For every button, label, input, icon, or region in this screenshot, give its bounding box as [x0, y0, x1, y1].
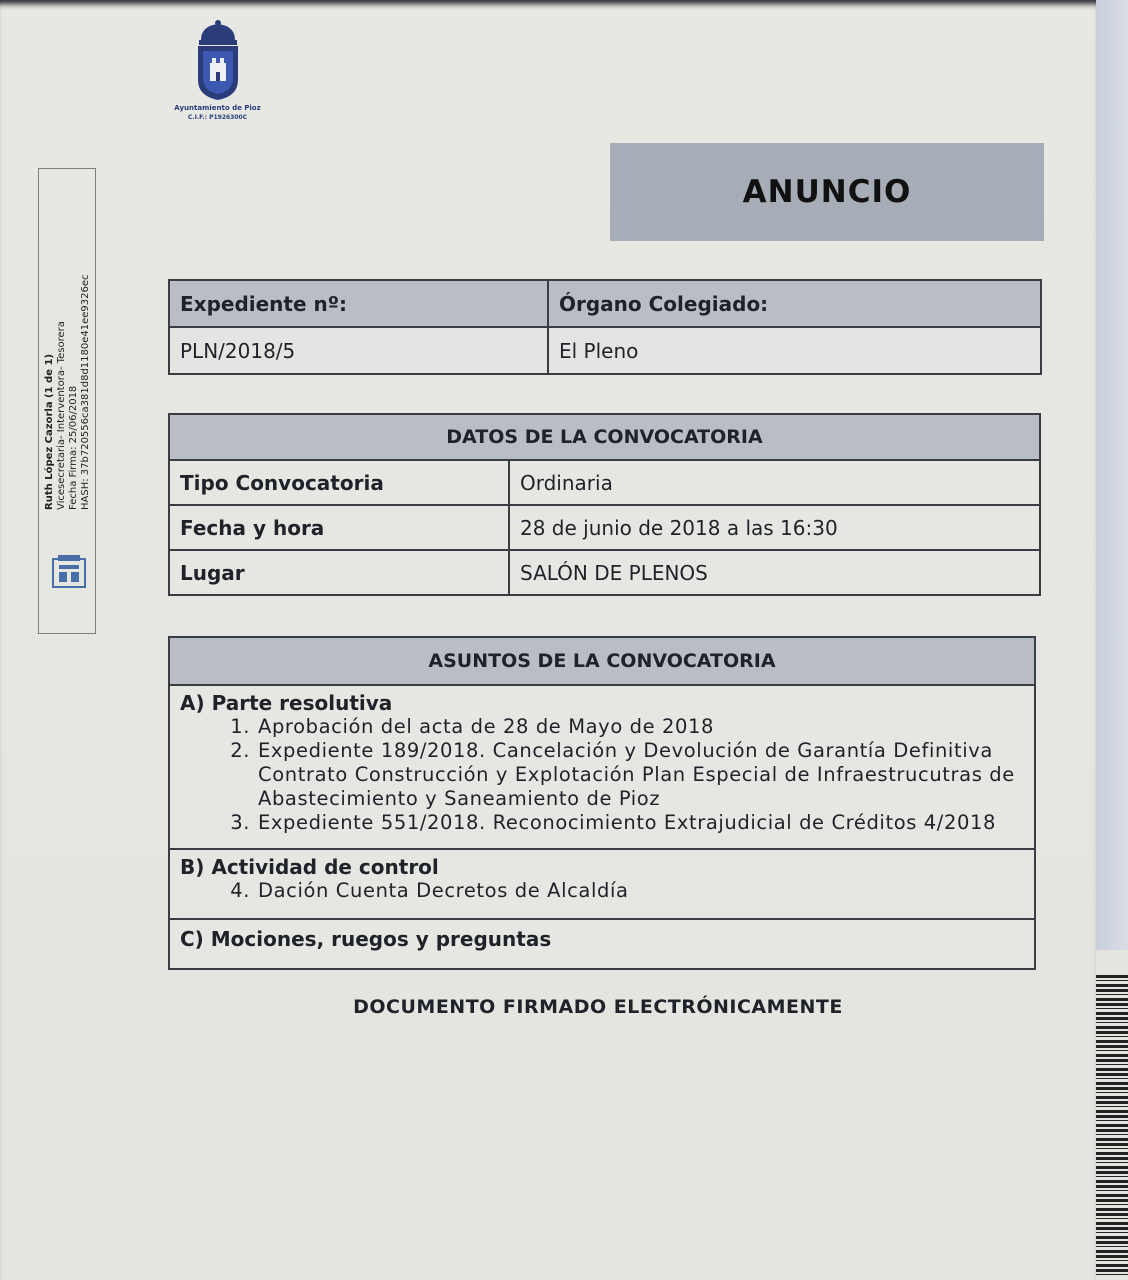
- adjacent-page-edge: [1096, 0, 1128, 950]
- table-row: [169, 550, 1040, 595]
- signature-hash: HASH: 37b720556ca381d8d1180e41ee9326ec: [80, 274, 91, 510]
- asuntos-table: [168, 636, 1036, 970]
- row-label: Fecha y hora: [169, 505, 509, 550]
- logo-name: Ayuntamiento de Pioz: [174, 104, 261, 112]
- document-title-banner: ANUNCIO: [610, 143, 1044, 241]
- row-label: Tipo Convocatoria: [169, 460, 509, 505]
- signature-date: Fecha Firma: 25/06/2018: [68, 385, 79, 510]
- expediente-table: [168, 279, 1042, 375]
- row-value: 28 de junio de 2018 a las 16:30: [509, 505, 1040, 550]
- signature-signer: Ruth López Cazorla (1 de 1): [44, 353, 55, 510]
- signed-footer: DOCUMENTO FIRMADO ELECTRÓNICAMENTE: [353, 996, 843, 1018]
- table-row: [169, 460, 1040, 505]
- row-label: Lugar: [169, 550, 509, 595]
- table-row: [169, 505, 1040, 550]
- datos-title: DATOS DE LA CONVOCATORIA: [169, 414, 1040, 460]
- list-item: 2. Expediente 189/2018. Cancelación y Devolución de Garantía Definitiva Contrato Construcción y Explotación Plan Especial de Infraestrucutras de Abastecimiento y Saneamiento de Pioz: [230, 739, 1015, 810]
- asuntos-title: ASUNTOS DE LA CONVOCATORIA: [169, 637, 1035, 685]
- list-item: 4. Dación Cuenta Decretos de Alcaldía: [230, 879, 629, 902]
- section-c: [169, 919, 1035, 969]
- expediente-header: Expediente nº:: [169, 280, 548, 327]
- signature-seal-icon: [50, 553, 88, 591]
- datos-convocatoria-table: [168, 413, 1041, 596]
- organo-value: El Pleno: [548, 327, 1041, 374]
- section-a: [169, 685, 1035, 849]
- logo-cif: C.I.F.: P1926300C: [187, 114, 248, 121]
- municipal-logo: [165, 18, 270, 128]
- list-item: 1. Aprobación del acta de 28 de Mayo de 2018: [230, 715, 715, 738]
- organo-header: Órgano Colegiado:: [548, 280, 1041, 327]
- signature-text: [44, 250, 94, 510]
- coat-of-arms-icon: [193, 18, 243, 102]
- barcode: [1096, 975, 1128, 1275]
- row-value: Ordinaria: [509, 460, 1040, 505]
- signature-role: Vicesecretaria- Interventora- Tesorera: [56, 321, 67, 510]
- section-c-title: C) Mociones, ruegos y preguntas: [180, 927, 552, 951]
- section-b: [169, 849, 1035, 919]
- list-item: 3. Expediente 551/2018. Reconocimiento Extrajudicial de Créditos 4/2018: [230, 811, 996, 834]
- section-a-title: A) Parte resolutiva: [180, 691, 393, 715]
- expediente-value: PLN/2018/5: [169, 327, 548, 374]
- row-value: SALÓN DE PLENOS: [509, 550, 1040, 595]
- section-b-title: B) Actividad de control: [180, 855, 439, 879]
